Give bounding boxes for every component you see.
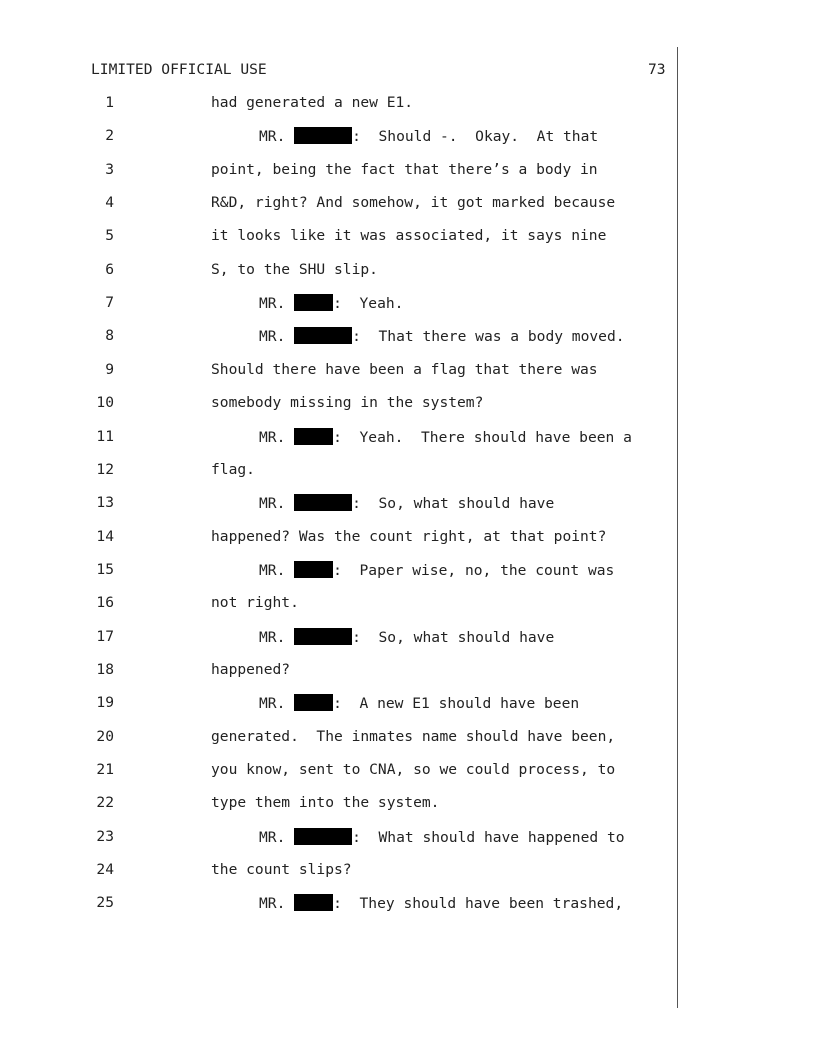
transcript-line	[0, 294, 676, 314]
speaker-label: MR.	[259, 561, 295, 579]
line-number: 22	[96, 794, 114, 812]
line-number: 21	[96, 761, 114, 778]
speaker-label: MR.	[259, 628, 295, 646]
speaker-label: MR.	[259, 895, 295, 913]
right-margin-rule	[677, 47, 678, 1008]
line-text	[211, 161, 598, 178]
speaker-label: MR.	[259, 828, 295, 846]
line-text	[211, 861, 352, 878]
line-number: 11	[96, 427, 114, 445]
line-text	[259, 894, 623, 912]
transcript-line	[0, 628, 676, 648]
line-text	[211, 794, 439, 811]
transcript-line	[0, 661, 676, 681]
spoken-text: happened?	[211, 660, 291, 678]
line-number: 25	[96, 894, 114, 912]
line-text	[211, 761, 615, 778]
line-number: 6	[105, 260, 114, 278]
line-number: 9	[105, 360, 114, 378]
line-text	[211, 528, 606, 545]
redaction-box	[294, 561, 333, 578]
speaker-label: MR.	[259, 495, 295, 513]
line-text	[211, 594, 299, 611]
line-text	[259, 127, 598, 145]
transcript-line	[0, 327, 676, 347]
classification-header: LIMITED OFFICIAL USE	[91, 61, 267, 78]
line-text	[211, 261, 378, 278]
line-text	[211, 728, 615, 745]
line-text	[259, 561, 614, 579]
spoken-text: : Yeah.	[333, 295, 404, 313]
spoken-text: point, being the fact that there’s a body in	[211, 160, 598, 178]
spoken-text: it looks like it was associated, it says nine	[211, 227, 607, 245]
transcript-line	[0, 594, 676, 614]
line-text	[211, 194, 615, 211]
line-number: 4	[105, 194, 114, 212]
spoken-text: R&D, right? And somehow, it got marked because	[211, 194, 616, 212]
line-text	[259, 428, 632, 446]
spoken-text: : Should -. Okay. At that	[352, 128, 599, 146]
spoken-text: : They should have been trashed,	[333, 895, 624, 913]
spoken-text: you know, sent to CNA, so we could process, to	[211, 761, 616, 778]
spoken-text: happened? Was the count right, at that point?	[211, 527, 607, 545]
transcript-line	[0, 761, 676, 781]
transcript-line	[0, 127, 676, 147]
redaction-box	[294, 428, 333, 445]
transcript-line	[0, 194, 676, 214]
spoken-text: somebody missing in the system?	[211, 394, 484, 412]
line-text	[211, 661, 290, 678]
line-text	[259, 294, 403, 312]
line-number: 2	[105, 127, 114, 145]
speaker-label: MR.	[259, 128, 295, 146]
line-number: 18	[96, 660, 114, 678]
line-number: 17	[96, 627, 114, 645]
line-number: 7	[105, 294, 114, 312]
transcript-line	[0, 794, 676, 814]
redaction-box	[294, 494, 352, 511]
transcript-line	[0, 728, 676, 748]
redaction-box	[294, 628, 352, 645]
transcript-line	[0, 94, 676, 114]
line-text	[259, 327, 625, 345]
transcript-line	[0, 894, 676, 914]
transcript-line	[0, 828, 676, 848]
transcript-line	[0, 428, 676, 448]
line-number: 15	[96, 560, 114, 578]
spoken-text: type them into the system.	[211, 794, 440, 812]
transcript-line	[0, 261, 676, 281]
line-text	[259, 628, 554, 646]
line-number: 12	[96, 460, 114, 478]
line-number: 24	[96, 861, 114, 879]
spoken-text: : What should have happened to	[352, 828, 625, 846]
line-text	[259, 494, 554, 512]
spoken-text: : A new E1 should have been	[333, 695, 580, 713]
transcript-line	[0, 394, 676, 414]
transcript-line	[0, 528, 676, 548]
spoken-text: generated. The inmates name should have been,	[211, 727, 616, 745]
line-number: 8	[105, 327, 114, 345]
redaction-box	[294, 294, 333, 311]
speaker-label: MR.	[259, 695, 295, 713]
line-number: 20	[96, 727, 114, 745]
spoken-text: had generated a new E1.	[211, 94, 414, 111]
line-text	[211, 394, 483, 411]
spoken-text: S, to the SHU slip.	[211, 260, 378, 278]
line-text	[211, 94, 413, 111]
spoken-text: : So, what should have	[352, 495, 555, 513]
redaction-box	[294, 327, 352, 344]
line-number: 14	[96, 527, 114, 545]
line-number: 23	[96, 827, 114, 845]
line-text	[259, 828, 625, 846]
spoken-text: not right.	[211, 594, 299, 612]
line-number: 3	[105, 160, 114, 178]
line-number: 10	[96, 394, 114, 412]
spoken-text: the count slips?	[211, 861, 352, 879]
transcript-line	[0, 461, 676, 481]
transcript-line	[0, 161, 676, 181]
transcript-line	[0, 861, 676, 881]
speaker-label: MR.	[259, 295, 295, 313]
line-number: 1	[105, 94, 114, 111]
redaction-box	[294, 828, 352, 845]
line-text	[211, 227, 606, 244]
spoken-text: Should there have been a flag that there was	[211, 360, 598, 378]
spoken-text: : That there was a body moved.	[352, 328, 625, 346]
line-number: 13	[96, 494, 114, 512]
transcript-line	[0, 561, 676, 581]
transcript-line	[0, 227, 676, 247]
spoken-text: flag.	[211, 460, 255, 478]
transcript-line	[0, 694, 676, 714]
spoken-text: : So, what should have	[352, 628, 555, 646]
page-number: 73	[648, 61, 666, 78]
spoken-text: : Yeah. There should have been a	[333, 428, 632, 446]
speaker-label: MR.	[259, 428, 295, 446]
transcript-line	[0, 361, 676, 381]
line-text	[211, 361, 598, 378]
speaker-label: MR.	[259, 328, 295, 346]
line-number: 16	[96, 594, 114, 612]
transcript-line	[0, 494, 676, 514]
line-number: 19	[96, 694, 114, 712]
line-number: 5	[105, 227, 114, 245]
line-text	[211, 461, 255, 478]
redaction-box	[294, 127, 352, 144]
spoken-text: : Paper wise, no, the count was	[333, 561, 615, 579]
redaction-box	[294, 694, 333, 711]
line-text	[259, 694, 579, 712]
redaction-box	[294, 894, 333, 911]
